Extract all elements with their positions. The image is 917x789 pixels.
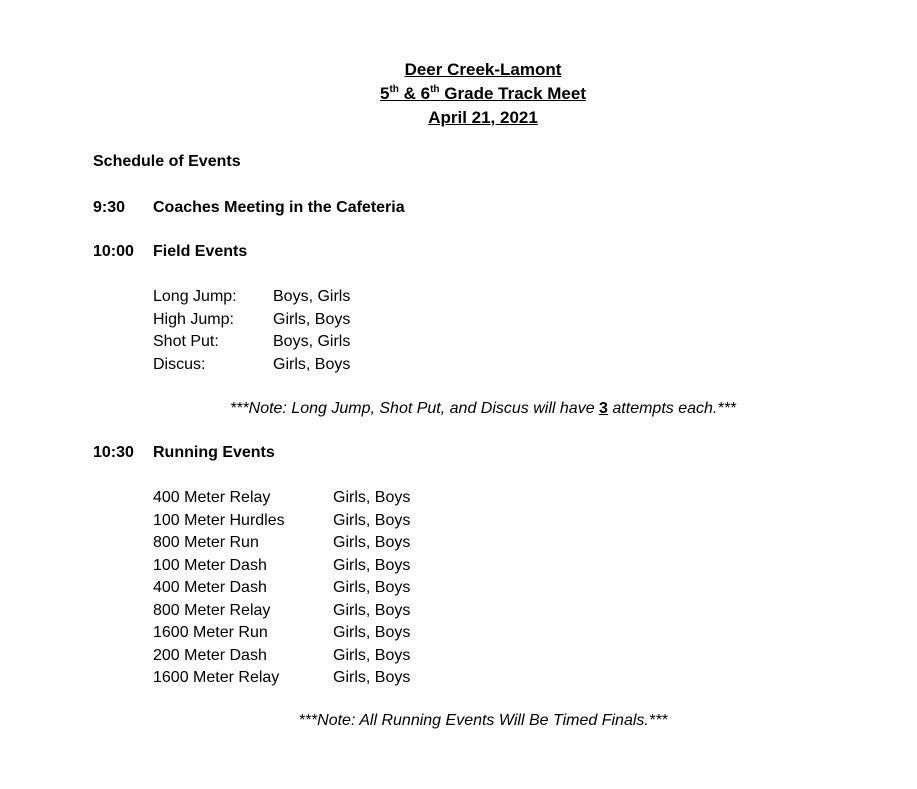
running-label: Running Events: [153, 444, 275, 461]
list-item: 800 Meter Run Girls, Boys: [153, 534, 411, 551]
field-label: Field Events: [153, 243, 248, 260]
title-block: [0, 58, 917, 130]
running-events-heading: [93, 444, 275, 462]
list-item: 1600 Meter Relay Girls, Boys: [153, 669, 411, 686]
list-item: High Jump: Girls, Boys: [153, 310, 351, 328]
list-item: 400 Meter Relay Girls, Boys: [153, 489, 411, 506]
running-note: ***Note: All Running Events Will Be Timed Finals.***: [298, 712, 668, 729]
meeting-label: Coaches Meeting in the Cafeteria: [153, 199, 405, 216]
running-events-list: [153, 487, 410, 690]
meeting-time: 9:30: [93, 199, 126, 216]
meet-date: April 21, 2021: [428, 108, 538, 127]
coaches-meeting: [93, 199, 405, 217]
list-item: 100 Meter Dash Girls, Boys: [153, 556, 411, 574]
meet-grades: 5th & 6th Grade Track Meet: [379, 84, 587, 103]
list-item: 200 Meter Dash Girls, Boys: [153, 646, 411, 664]
list-item: Long Jump: Boys, Girls: [153, 288, 351, 305]
field-events-heading: [93, 243, 247, 261]
list-item: 400 Meter Dash Girls, Boys: [153, 579, 411, 596]
list-item: Discus: Girls, Boys: [153, 355, 351, 373]
field-note: ***Note: Long Jump, Shot Put, and Discus will have 3 attempts each.***: [229, 400, 737, 417]
list-item: 800 Meter Relay Girls, Boys: [153, 601, 411, 619]
list-item: 100 Meter Hurdles Girls, Boys: [153, 511, 411, 529]
meet-title: Deer Creek-Lamont: [404, 60, 562, 79]
field-time: 10:00: [93, 243, 134, 260]
list-item: 1600 Meter Run Girls, Boys: [153, 624, 411, 641]
list-item: Shot Put: Boys, Girls: [153, 333, 351, 350]
running-time: 10:30: [93, 444, 134, 461]
field-events-list: [153, 286, 350, 376]
schedule-heading: Schedule of Events: [93, 153, 241, 170]
